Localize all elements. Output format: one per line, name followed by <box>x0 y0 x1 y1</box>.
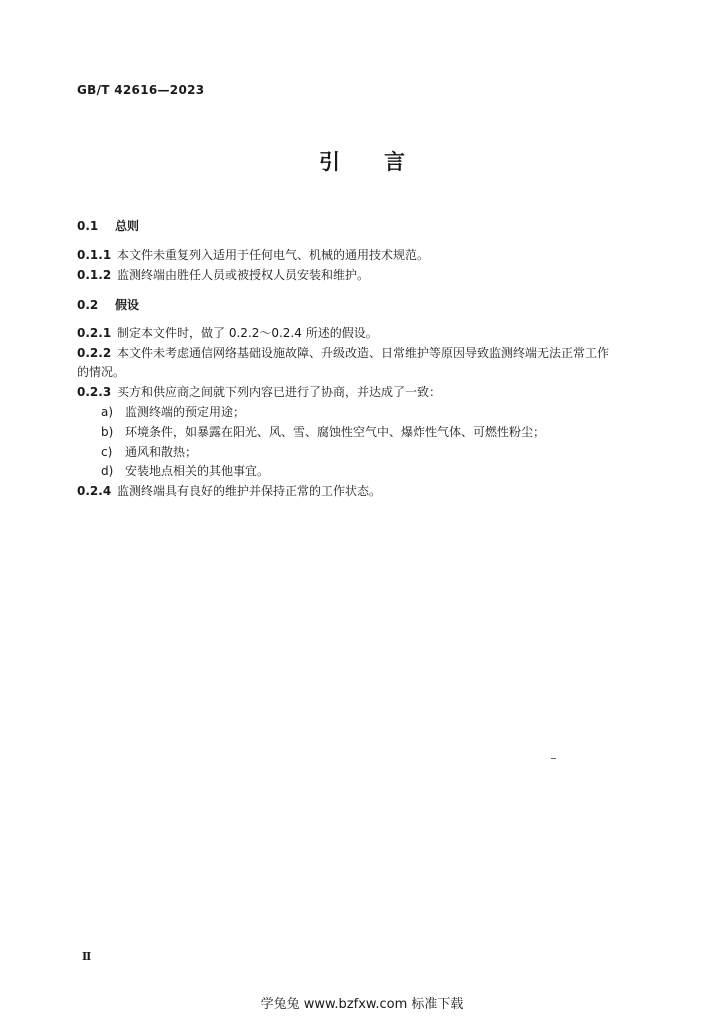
section-number: 0.1 <box>77 219 99 233</box>
footer-watermark: 学兔兔 www.bzfxw.com 标准下载 <box>260 997 464 1012</box>
section-heading-0-2 <box>77 297 139 313</box>
clause-0-1-2 <box>77 267 369 283</box>
clause-text: 制定本文件时，做了 0.2.2～0.2.4 所述的假设。 <box>117 326 378 340</box>
clause-0-1-1 <box>77 247 429 263</box>
section-title: 假设 <box>115 298 140 312</box>
clause-number: 0.2.3 <box>77 385 112 399</box>
clause-number: 0.1.1 <box>77 248 112 262</box>
clause-text: 监测终端由胜任人员或被授权人员安装和维护。 <box>117 268 370 282</box>
clause-0-2-2-continuation: 的情况。 <box>77 365 126 379</box>
list-item-a <box>101 404 245 420</box>
clause-text: 买方和供应商之间就下列内容已进行了协商，并达成了一致： <box>117 385 442 399</box>
clause-0-2-3 <box>77 384 441 400</box>
list-label: d) <box>101 464 114 478</box>
clause-number: 0.1.2 <box>77 268 112 282</box>
clause-number: 0.2.4 <box>77 484 112 498</box>
list-label: c) <box>101 445 113 459</box>
list-item-c <box>101 444 197 460</box>
clause-0-2-4 <box>77 483 381 499</box>
list-item-b <box>101 424 545 440</box>
clause-number: 0.2.2 <box>77 346 112 360</box>
list-item-d <box>101 463 269 479</box>
list-text: 安装地点相关的其他事宜。 <box>125 464 270 478</box>
scan-mark <box>551 758 556 759</box>
standard-code: GB/T 42616—2023 <box>77 83 205 97</box>
page-number: Ⅱ <box>82 950 92 963</box>
clause-text: 本文件未考虑通信网络基础设施故障、升级改造、日常维护等原因导致监测终端无法正常工作 <box>117 346 610 360</box>
section-number: 0.2 <box>77 298 99 312</box>
clause-0-2-2 <box>77 345 609 361</box>
page-title: 引言 <box>319 150 449 174</box>
list-text: 环境条件，如暴露在阳光、风、雪、腐蚀性空气中、爆炸性气体、可燃性粉尘； <box>125 425 546 439</box>
list-label: a) <box>101 405 114 419</box>
clause-text: 监测终端具有良好的维护并保持正常的工作状态。 <box>117 484 382 498</box>
section-heading-0-1 <box>77 218 139 234</box>
section-title: 总则 <box>115 219 140 233</box>
clause-text: 本文件未重复列入适用于任何电气、机械的通用技术规范。 <box>117 248 430 262</box>
list-label: b) <box>101 425 114 439</box>
clause-number: 0.2.1 <box>77 326 112 340</box>
list-text: 通风和散热； <box>125 445 198 459</box>
clause-0-2-1 <box>77 325 378 341</box>
list-text: 监测终端的预定用途； <box>125 405 246 419</box>
